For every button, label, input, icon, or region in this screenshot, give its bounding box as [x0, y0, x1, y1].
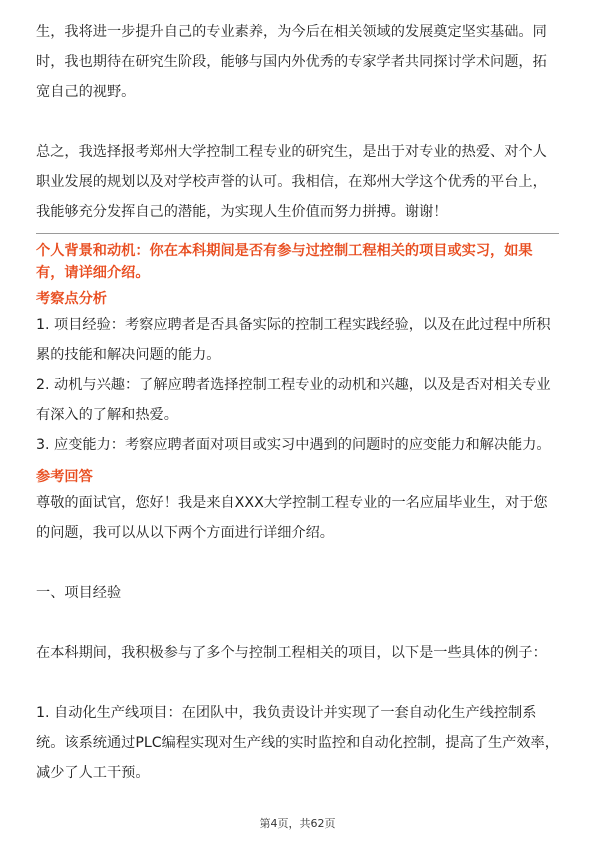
spacer: [36, 107, 559, 137]
intro-paragraph-2: 总之，我选择报考郑州大学控制工程专业的研究生，是出于对专业的热爱、对个人职业发展的规划以及对学校声誉的认可。我相信，在郑州大学这个优秀的平台上，我能够充分发挥自己的潜能，为实现人生价值而努力拼搏。谢谢！: [36, 144, 547, 220]
spacer: [36, 668, 559, 698]
section-divider: [36, 233, 559, 234]
page-content: [36, 17, 559, 788]
analysis-heading: 考察点分析: [36, 291, 107, 307]
answer-section-intro: 在本科期间，我积极参与了多个与控制工程相关的项目，以下是一些具体的例子：: [36, 645, 547, 661]
intro-paragraph-1: 生，我将进一步提升自己的专业素养，为今后在相关领域的发展奠定坚实基础。同时，我也期待在研究生阶段，能够与国内外优秀的专家学者共同探讨学术问题，拓宽自己的视野。: [36, 24, 547, 100]
analysis-item-3: 3. 应变能力：考察应聘者面对项目或实习中遇到的问题时的应变能力和解决能力。: [36, 437, 551, 453]
page-footer: 第4页，共62页: [259, 817, 336, 830]
answer-opening: 尊敬的面试官，您好！我是来自XXX大学控制工程专业的一名应届毕业生，对于您的问题，我可以从以下两个方面进行详细介绍。: [36, 495, 548, 541]
answer-item-1: 1. 自动化生产线项目：在团队中，我负责设计并实现了一套自动化生产线控制系统。该系统通过PLC编程实现对生产线的实时监控和自动化控制，提高了生产效率，减少了人工干预。: [36, 705, 559, 781]
analysis-item-1: 1. 项目经验：考察应聘者是否具备实际的控制工程实践经验，以及在此过程中所积累的技能和解决问题的能力。: [36, 317, 551, 363]
interview-question: 个人背景和动机：你在本科期间是否有参与过控制工程相关的项目或实习，如果有，请详细介绍。: [36, 243, 533, 281]
spacer: [36, 608, 559, 638]
spacer: [36, 548, 559, 578]
analysis-item-2: 2. 动机与兴趣：了解应聘者选择控制工程专业的动机和兴趣，以及是否对相关专业有深入的了解和热爱。: [36, 377, 551, 423]
answer-section-title: 一、项目经验: [36, 585, 122, 601]
answer-heading: 参考回答: [36, 469, 93, 485]
